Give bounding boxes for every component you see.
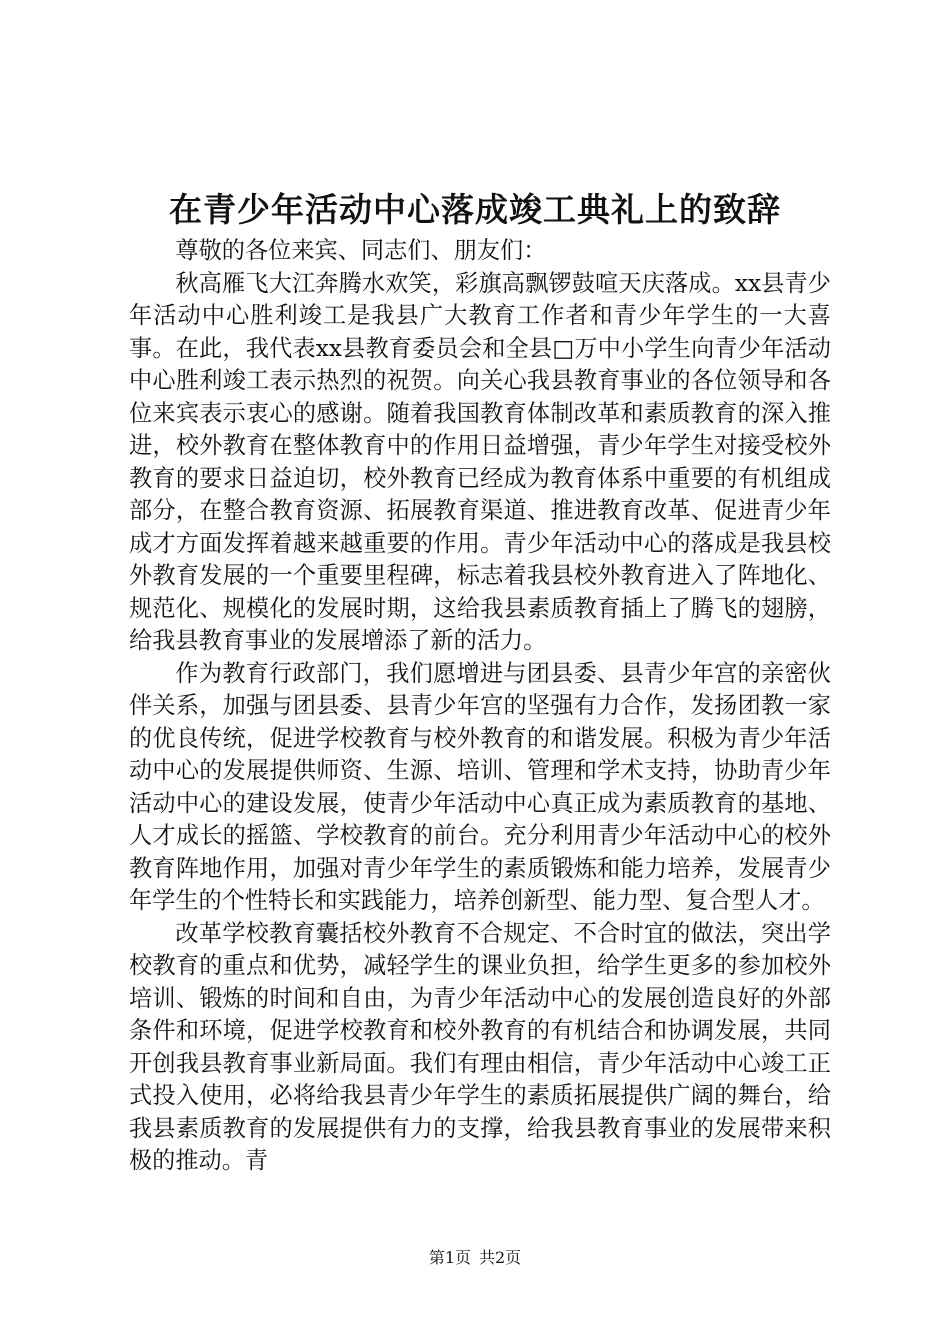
page-footer — [0, 1248, 950, 1268]
document-body — [129, 235, 831, 1178]
body-paragraph-2: 作为教育行政部门，我们愿增进与团县委、县青少年宫的亲密伙伴关系，加强与团县委、县青少年宫的坚强有力合作，发扬团教一家的优良传统，促进学校教育与校外教育的和谐发展。积极为青少年活动中心的发展提供师资、生源、培训、管理和学术支持，协助青少年活动中心的建设发展，使青少年活动中心真正成为素质教育的基地、人才成长的摇篮、学校教育的前台。充分利用青少年活动中心的校外教育阵地作用，加强对青少年学生的素质锻炼和能力培养，发展青少年学生的个性特长和实践能力，培养创新型、能力型、复合型人才。 — [129, 659, 831, 914]
page-total: 共2页 — [479, 1248, 522, 1267]
body-paragraph-3: 改革学校教育囊括校外教育不合规定、不合时宜的做法，突出学校教育的重点和优势，减轻学生的课业负担，给学生更多的参加校外培训、锻炼的时间和自由，为青少年活动中心的发展创造良好的外部条件和环境，促进学校教育和校外教育的有机结合和协调发展，共同开创我县教育事业新局面。我们有理由相信，青少年活动中心竣工正式投入使用，必将给我县青少年学生的素质拓展提供广阔的舞台，给我县素质教育的发展提供有力的支撑，给我县教育事业的发展带来积极的推动。青 — [129, 919, 831, 1174]
page-number: 第1页 — [428, 1248, 471, 1267]
document-title: 在青少年活动中心落成竣工典礼上的致辞 — [169, 190, 781, 229]
body-paragraph-1: 秋高雁飞大江奔腾水欢笑，彩旗高飘锣鼓喧天庆落成。xx县青少年活动中心胜利竣工是我县广大教育工作者和青少年学生的一大喜事。在此，我代表xx县教育委员会和全县□万中小学生向青少年活动中心胜利竣工表示热烈的祝贺。向关心我县教育事业的各位领导和各位来宾表示衷心的感谢。随着我国教育体制改革和素质教育的深入推进，校外教育在整体教育中的作用日益增强，青少年学生对接受校外教育的要求日益迫切，校外教育已经成为教育体系中重要的有机组成部分，在整合教育资源、拓展教育渠道、推进教育改革、促进青少年成才方面发挥着越来越重要的作用。青少年活动中心的落成是我县校外教育发展的一个重要里程碑，标志着我县校外教育进入了阵地化、规范化、规模化的发展时期，这给我县素质教育插上了腾飞的翅膀，给我县教育事业的发展增添了新的活力。 — [129, 269, 831, 654]
salutation-paragraph: 尊敬的各位来宾、同志们、朋友们： — [175, 237, 547, 264]
